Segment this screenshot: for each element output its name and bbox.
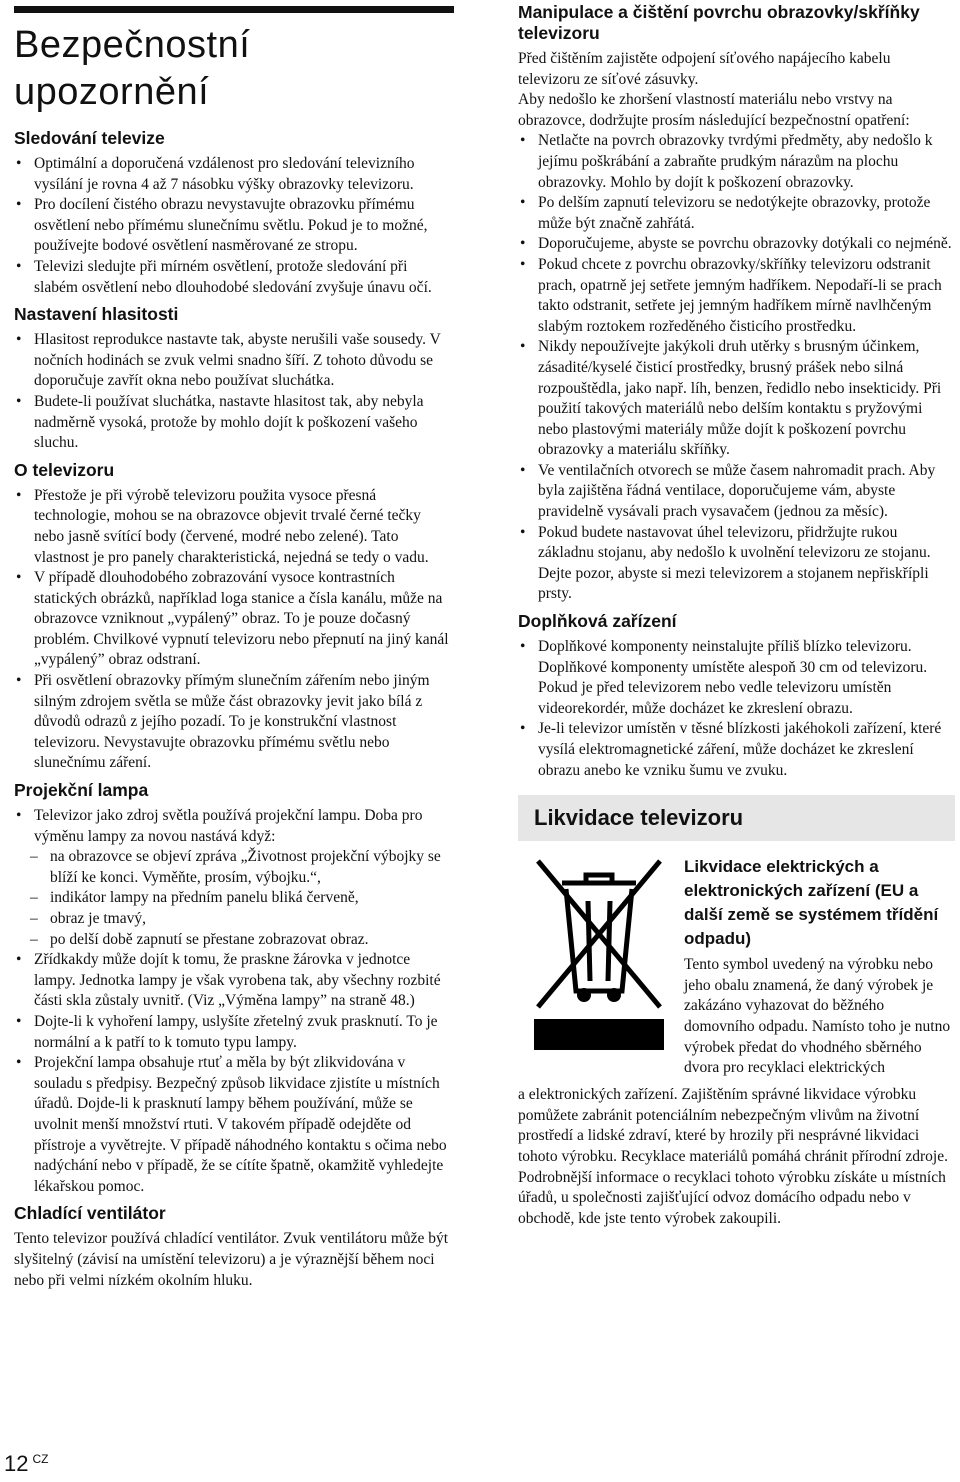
list-volume (14, 330, 454, 454)
cleaning-paragraph-2: Aby nedošlo ke zhoršení vlastností materiálu nebo vrstvy na obrazovce, dodržujte prosím následující bezpečnostní opatření: (518, 91, 910, 129)
list-item (518, 637, 955, 719)
weee-paragraph-side: Tento symbol uvedený na výrobku nebo jeho obalu znamená, že daný výrobek je zakázáno vyhazovat do běžného domovního odpadu. Namísto toho je nutno výrobek předat do vhodného sběrného dvora pro recyklaci elektrických (684, 956, 951, 1077)
item-text: obraz je tmavý, (50, 910, 146, 927)
list-item (518, 234, 955, 255)
weee-heading: Likvidace elektrických a elektronických zařízení (EU a další země se systémem třídění odpadu) (684, 857, 939, 949)
bullet: • (16, 331, 22, 349)
fan-paragraph: Tento televizor používá chladící ventilátor. Zvuk ventilátoru může být slyšitelný (závisí na umístění televizoru) a je výraznější během noci nebo při velmi nízkém okolním hluku. (14, 1230, 449, 1289)
list-item (14, 154, 454, 195)
item-text: Optimální a doporučená vzdálenost pro sledování televizního vysílání je rovna 4 až 7 násobku výšky obrazovky televizoru. (34, 155, 415, 193)
item-text: Je-li televizor umístěn v těsné blízkosti jakéhokoli zařízení, které vysílá elektromagnetické záření, může docházet ke zkreslení obrazu anebo ke vzniku šumu ve zvuku. (538, 720, 942, 779)
left-column (14, 22, 454, 1291)
bullet: • (520, 338, 526, 356)
bullet: • (16, 1054, 22, 1072)
bullet: • (16, 392, 22, 410)
item-text: Ve ventilačních otvorech se může časem nahromadit prach. Aby byla zajištěna řádná ventilace, doporučujeme vám, abyste pravidelně vysávali prach vysavačem (jednou za měsíc). (538, 461, 936, 521)
item-text: na obrazovce se objeví zpráva „Životnost projekční výbojky se blíží ke konci. Vyměňte, prosím, výbojku.“, (50, 848, 441, 886)
list-item (518, 337, 955, 461)
section-heading-fan: Chladící ventilátor (14, 1203, 166, 1224)
item-text: Doporučujeme, abyste se povrchu obrazovky dotýkali co nejméně. (538, 235, 952, 253)
disposal-banner (518, 795, 955, 841)
dash: – (30, 848, 38, 866)
page-title-line1: Bezpečnostní (14, 24, 251, 66)
list-item (518, 523, 955, 605)
item-text: V případě dlouhodobého zobrazování vysoce kontrastních statických obrázků, například loga stanice a čísla kanálu, může na obrazovce vzniknout „vypálený” obraz. To je pouze dočasný problém. Chvilkové vypnutí televizoru nebo přepnutí na jiný kanál „vypálený” obraz odstraní. (34, 569, 449, 669)
list-about-tv (14, 486, 454, 774)
bullet: • (520, 194, 526, 212)
item-text: Televizor jako zdroj světla používá projekční lampu. Doba pro výměnu lampy za novou nastává když: (34, 807, 423, 845)
bullet: • (16, 951, 22, 969)
item-text: Po delším zapnutí televizoru se nedotýkejte obrazovky, protože může být značně zahřátá. (538, 194, 931, 232)
item-text: Doplňkové komponenty neinstalujte příliš blízko televizoru. Doplňkové komponenty umístěte alespoň 30 cm od televizoru. Pokud je před televizorem nebo vedle televizoru umístěn videorekordér, může docházet ke zkreslení obrazu. (538, 638, 928, 717)
list-lamp (14, 806, 454, 1197)
weee-paragraph-full: a elektronických zařízení. Zajištěním správné likvidace výrobku pomůžete zabránit potenciálním nebezpečným vlivům na životní prostředí a lidské zdraví, které by hrozily při nesprávné likvidaci tohoto výrobku. Recyklace materiálů pomáhá chránit přírodní zdroje. Podrobnější informace o recyklaci tohoto výrobku získáte u místních úřadů, u společnosti zajišťující odvoz domácího odpadu nebo v obchodě, kde jste tento výrobek zakoupili. (518, 1086, 948, 1227)
item-text: Budete-li používat sluchátka, nastavte hlasitost tak, aby nebyla nadměrně vysoká, protože by mohlo dojít k poškození vašeho sluchu. (34, 392, 424, 452)
list-cleaning (518, 131, 955, 605)
bullet: • (520, 255, 526, 273)
bullet: • (16, 672, 22, 690)
list-item (14, 671, 454, 774)
bullet: • (16, 196, 22, 214)
bullet: • (520, 523, 526, 541)
page-title (14, 22, 454, 116)
list-item (14, 806, 454, 847)
item-text: Nikdy nepoužívejte jakýkoli druh utěrky s brusným účinkem, zásadité/kyselé čisticí prostředky, brusný prášek nebo silná rozpouštědla, jako např. líh, benzen, ředidlo nebo insekticidy. Při použití takových materiálů nebo delším kontaktu s pryžovými nebo plastovými materiály může dojít k poškození povrchu obrazovky a materiálu skříňky. (538, 338, 942, 459)
page-number-value: 12 (4, 1451, 29, 1476)
list-item (518, 461, 955, 523)
bullet: • (16, 569, 22, 587)
list-item (518, 131, 955, 193)
bullet: • (520, 720, 526, 738)
dash-item (14, 930, 454, 951)
item-text: Pokud chcete z povrchu obrazovky/skříňky televizoru odstranit prach, opatrně jej setřete jemným hadříkem. Nepodaří-li se prach takto odstranit, setřete jej jemným hadříkem mírně navlhčeným slabým roztokem rozředěného čisticího prostředku. (538, 255, 942, 335)
section-heading-volume: Nastavení hlasitosti (14, 304, 179, 325)
section-heading-accessories: Doplňková zařízení (518, 611, 677, 632)
list-item (14, 195, 454, 257)
list-accessories (518, 637, 955, 781)
list-item (518, 193, 955, 234)
list-item (518, 255, 955, 337)
list-item (14, 1053, 454, 1197)
list-item (14, 950, 454, 1012)
dash-item (14, 909, 454, 930)
bullet: • (16, 486, 22, 504)
bullet: • (520, 638, 526, 656)
cleaning-paragraph-1: Před čištěním zajistěte odpojení síťového napájecího kabelu televizoru ze síťové zásuvky. (518, 50, 891, 88)
weee-block (518, 855, 955, 1077)
title-rule (14, 6, 454, 13)
item-text: Přestože je při výrobě televizoru použita vysoce přesná technologie, mohou se na obrazovce objevit trvalé černé tečky nebo jasně svítící body (červené, modré nebo zelené). Tato vlastnost je pro panely charakteristická, nejedná se tedy o vadu. (34, 486, 429, 566)
list-item (518, 719, 955, 781)
list-item (14, 486, 454, 568)
page-number (4, 1451, 48, 1477)
item-text: Netlačte na povrch obrazovky tvrdými předměty, aby nedošlo k jejímu poškrábání a zabraňte prudkým nárazům na plochu obrazovky. Mohlo by dojít k poškození obrazovky. (538, 132, 933, 191)
list-item (14, 568, 454, 671)
dash: – (30, 930, 38, 948)
dash-item (14, 888, 454, 909)
item-text: Projekční lampa obsahuje rtuť a měla by být zlikvidována v souladu s předpisy. Bezpečný způsob likvidace zjistíte u místních úřadů. Dojde-li k prasknutí lampy během používání, může se uvolnit menší množství rtuti. V takovém případě odejděte od přístroje a vyvětrejte. V případě náhodného kontaktu s očima nebo nadýchání nebo v případě, že se cítíte špatně, okamžitě vyhledejte lékařskou pomoc. (34, 1054, 447, 1195)
section-heading-viewing: Sledování televize (14, 128, 165, 148)
disposal-heading: Likvidace televizoru (534, 805, 744, 831)
item-text: Hlasitost reprodukce nastavte tak, abyste nerušili vaše sousedy. V nočních hodinách se zvuk velmi snadno šíří. Z tohoto důvodu se doporučuje zavřít okna nebo používat sluchátka. (34, 331, 441, 390)
dash: – (30, 889, 38, 907)
item-text: Televizi sledujte při mírném osvětlení, protože sledování při slabém osvětlení nebo dlouhodobé sledování zvyšuje únavu očí. (34, 257, 432, 296)
bullet: • (16, 257, 22, 275)
crossed-out-bin-icon (524, 855, 674, 1050)
item-text: Dojte-li k vyhoření lampy, uslyšíte zřetelný zvuk prasknutí. To je normální a k patří to k tomuto typu lampy. (34, 1012, 438, 1051)
list-item (14, 1012, 454, 1053)
item-text: Při osvětlení obrazovky přímým slunečním zářením nebo jiným silným zdrojem světla se může část obrazovky jevit jako bílá z důvodů odrazů z jejího pozadí. To je konstrukční vlastnost televizoru. Nevystavujte obrazovku přímému světlu nebo slunečnímu záření. (34, 672, 430, 772)
list-item (14, 392, 454, 454)
item-text: indikátor lampy na předním panelu bliká červeně, (50, 889, 359, 907)
item-text: po delší době zapnutí se přestane zobrazovat obraz. (50, 930, 369, 948)
bullet: • (520, 461, 526, 479)
item-text: Zřídkakdy může dojít k tomu, že praskne žárovka v jednotce lampy. Jednotka lampy je však vyrobena tak, aby všechny rozbité části skla zůstaly uvnitř. (Viz „Výměna lampy” na straně 48.) (34, 951, 441, 1010)
page-language-code: CZ (32, 1452, 49, 1466)
list-item (14, 330, 454, 392)
item-text: Pokud budete nastavovat úhel televizoru, přidržujte rukou základnu stojanu, aby nedošlo k uvolnění televizoru ze stojanu. Dejte pozor, abyste si mezi televizorem a stojanem nepřiskřípli prsty. (538, 523, 931, 603)
weee-side-text (684, 855, 955, 1079)
right-column (518, 2, 955, 1229)
item-text: Pro docílení čistého obrazu nevystavujte obrazovku přímému osvětlení nebo přímému slunečnímu světlu. Pokud je to možné, používejte bodové osvětlení nasměrované ze stropu. (34, 196, 428, 255)
dash: – (30, 910, 38, 927)
section-heading-about-tv: O televizoru (14, 459, 115, 480)
list-viewing (14, 154, 454, 298)
bullet: • (16, 155, 22, 172)
dash-item (14, 847, 454, 888)
section-heading-lamp: Projekční lampa (14, 780, 149, 801)
bullet: • (16, 807, 22, 825)
bullet: • (520, 132, 526, 150)
section-heading-cleaning: Manipulace a čištění povrchu obrazovky/skříňky televizoru (518, 2, 920, 43)
bullet: • (16, 1012, 22, 1030)
page-title-line2: upozornění (14, 71, 210, 113)
list-item (14, 257, 454, 298)
bullet: • (520, 235, 526, 253)
